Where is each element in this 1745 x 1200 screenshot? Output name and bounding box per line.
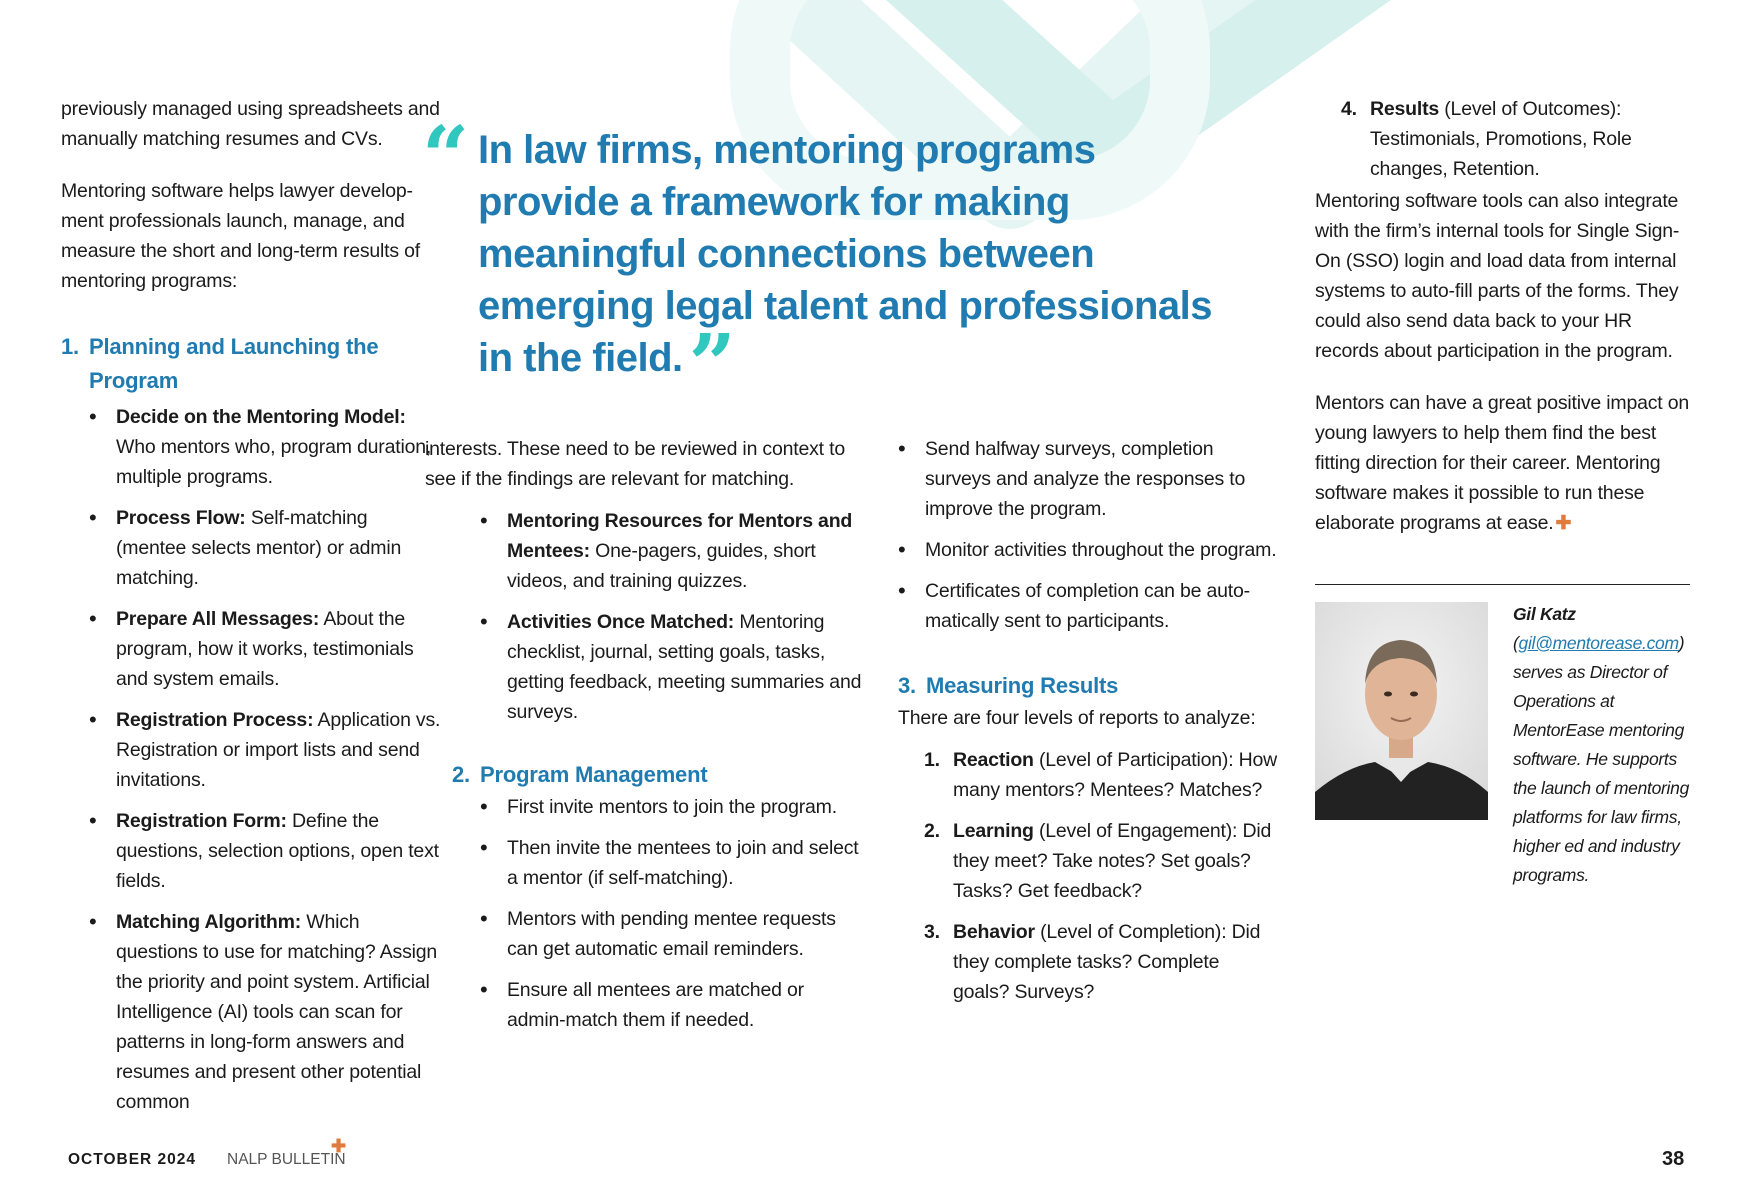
bio-paren: ) — [1678, 633, 1685, 653]
paragraph: Mentoring software helps lawyer develop-ment professionals launch, manage, and measure the short and long-term results of mentoring programs: — [61, 180, 421, 292]
item-label: Registration Process: — [116, 709, 314, 731]
planning-list — [61, 402, 441, 1117]
item-label: Behavior — [953, 921, 1035, 943]
item-number: 3. — [924, 921, 940, 943]
bio-text: serves as Director of Operations at MentorEase mentoring software. He supports the launch of mentoring platforms for law firms, higher ed and industry programs. — [1513, 662, 1689, 885]
section-heading-planning — [61, 330, 441, 398]
item-text: Define the questions, selection options, open text fields. — [116, 810, 439, 892]
list-item — [61, 907, 441, 1117]
list-item — [1315, 94, 1695, 184]
section-number: 3. — [898, 673, 916, 698]
item-label: Decide on the Mentoring Model: — [116, 406, 406, 428]
list-item: • Certificates of completion can be auto-matically sent to participants. — [870, 576, 1278, 636]
item-text: Mentoring checklist, journal, setting goals, tasks, getting feedback, meeting summaries and surveys. — [507, 611, 862, 723]
section-title: Program Management — [480, 762, 708, 787]
paragraph — [1315, 388, 1695, 539]
author-email-link[interactable]: gil@mentorease.com — [1518, 633, 1679, 653]
item-label: Activities Once Matched: — [507, 611, 735, 633]
section-number: 2. — [452, 762, 470, 787]
item-label: Registration Form: — [116, 810, 287, 832]
list-item: • Send halfway surveys, completion surveys and analyze the responses to improve the program. — [870, 434, 1278, 524]
list-item — [61, 604, 441, 694]
list-item — [61, 402, 441, 492]
resources-list — [480, 506, 865, 727]
list-item — [898, 917, 1278, 1007]
management-list — [480, 792, 865, 1035]
section-title: Planning and Launching the Program — [89, 334, 379, 393]
section-heading-management — [452, 758, 865, 792]
page-number: 38 — [1662, 1148, 1685, 1170]
list-item — [61, 806, 441, 896]
item-text: (Level of Outcomes): Testimonials, Promotions, Role changes, Retention. — [1370, 98, 1632, 180]
column-1 — [61, 94, 441, 1128]
column-4 — [1315, 94, 1695, 539]
item-label: Prepare All Messages: — [116, 608, 320, 630]
item-number: 1. — [924, 749, 940, 771]
open-quote-mark: “ — [422, 109, 469, 205]
list-item: • First invite mentors to join the program. — [480, 792, 865, 822]
author-photo — [1315, 602, 1488, 820]
item-text: About the program, how it works, testimonials and system emails. — [116, 608, 414, 690]
list-item: • Ensure all mentees are matched or admin-match them if needed. — [480, 975, 865, 1035]
paragraph-text: Mentors can have a great positive impact on young lawyers to help them find the best fitting direction for their career. Mentoring software makes it possible to run these elaborate programs at ease. — [1315, 392, 1690, 534]
list-item: • Monitor activities throughout the program. — [870, 535, 1278, 565]
item-number: 2. — [924, 820, 940, 842]
item-label: Reaction — [953, 749, 1034, 771]
section-title: Measuring Results — [926, 673, 1119, 698]
item-text: Application vs. Registration or import lists and send invitations. — [116, 709, 441, 791]
levels-list-continued — [1315, 94, 1695, 184]
item-text: (Level of Completion): Did they complete tasks? Complete goals? Surveys? — [953, 921, 1261, 1003]
list-item: • Mentors with pending mentee requests can get automatic email reminders. — [480, 904, 865, 964]
list-item — [61, 503, 441, 593]
item-text: One-pagers, guides, short videos, and training quizzes. — [507, 540, 816, 592]
paragraph: Mentoring software tools can also integrate with the firm’s internal tools for Single Sign-On (SSO) login and load data from internal systems to auto-fill parts of the forms. They could also send data back to your HR records about participation in the program. — [1315, 190, 1680, 362]
item-text: (Level of Participation): How many mentors? Mentees? Matches? — [953, 749, 1278, 801]
end-mark-icon: ✚ — [1555, 513, 1572, 534]
item-label: Matching Algorithm: — [116, 911, 302, 933]
list-item — [480, 506, 865, 596]
column-2 — [425, 434, 865, 1046]
list-item — [898, 745, 1278, 805]
levels-list — [898, 745, 1278, 1007]
paragraph-continuation: interests. These need to be reviewed in context to see if the findings are relevant for matching. — [425, 438, 845, 490]
paragraph: previously managed using spreadsheets and manually matching resumes and CVs. — [61, 98, 440, 150]
item-number: 4. — [1341, 98, 1357, 120]
item-label: Learning — [953, 820, 1034, 842]
management-list-continued — [870, 434, 1278, 636]
pull-quote-text: In law firms, mentoring programs provide a framework for making meaningful connections between emerging legal talent and professionals in the field. — [478, 128, 1213, 380]
close-quote-mark: ” — [688, 317, 736, 413]
bio-divider — [1315, 584, 1690, 585]
footer-date: OCTOBER 2024 — [68, 1151, 197, 1168]
column-3 — [898, 434, 1278, 1018]
item-text: Who mentors who, program duration, multiple programs. — [116, 436, 432, 488]
list-item — [898, 816, 1278, 906]
list-item — [480, 607, 865, 727]
section-heading-measuring — [898, 669, 1278, 703]
list-item — [61, 705, 441, 795]
paragraph: There are four levels of reports to analyze: — [898, 707, 1256, 729]
item-label: Process Flow: — [116, 507, 246, 529]
item-label: Mentoring Resources for Mentors and Mentees: — [507, 510, 853, 562]
item-text: (Level of Engagement): Did they meet? Take notes? Set goals? Tasks? Get feedback? — [953, 820, 1272, 902]
bio-paren: ( — [1513, 633, 1519, 653]
author-bio — [1513, 600, 1698, 890]
footer-plus-icon: ✚ — [331, 1136, 347, 1156]
footer-publication: NALP BULLETIN — [227, 1151, 346, 1168]
item-text: Which questions to use for matching? Assign the priority and point system. Artificial Intelligence (AI) tools can scan for patterns in long-form answers and resumes and present other potential common — [116, 911, 438, 1113]
pull-quote — [422, 109, 1238, 413]
author-name: Gil Katz — [1513, 604, 1576, 624]
list-item: • Then invite the mentees to join and select a mentor (if self-matching). — [480, 833, 865, 893]
author-portrait-image — [1315, 602, 1488, 820]
item-label: Results — [1370, 98, 1440, 120]
section-number: 1. — [61, 334, 79, 359]
item-text: Self-matching (mentee selects mentor) or admin matching. — [116, 507, 402, 589]
